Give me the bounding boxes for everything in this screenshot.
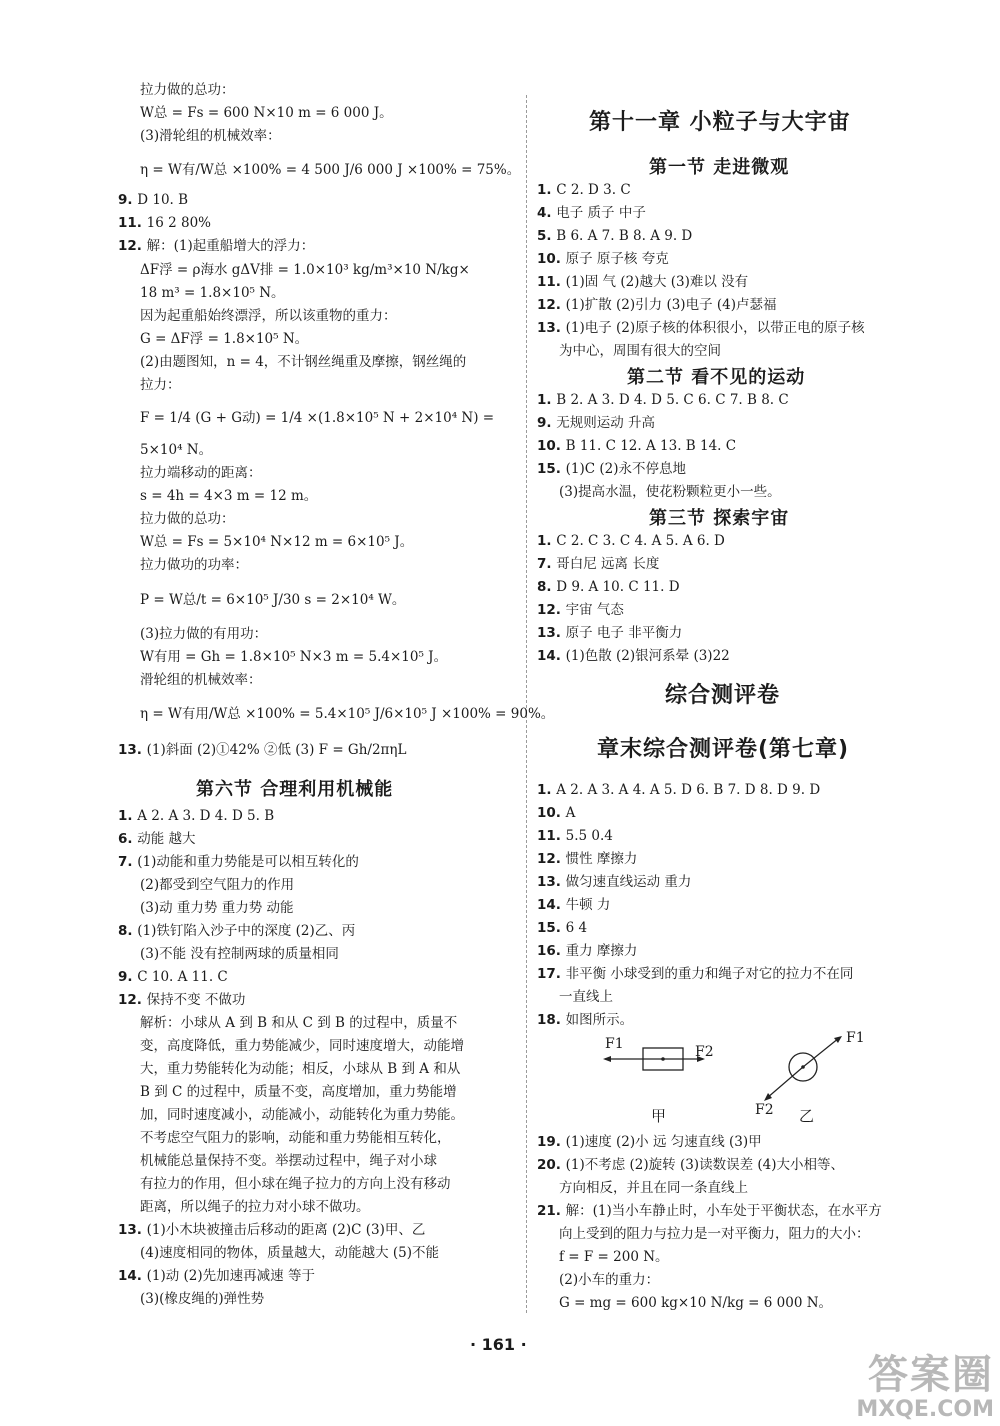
right-line	[537, 646, 730, 666]
item-text: A 2. A 3. A 4. A 5. D 6. B 7. D 8. D 9. D	[556, 782, 821, 798]
item-text: 变，高度降低，重力势能减少，同时速度增大，动能增	[140, 1038, 464, 1054]
item-text: 因为起重船始终漂浮，所以该重物的重力：	[140, 308, 397, 324]
item-number: 10.	[537, 438, 566, 454]
left-line	[140, 1197, 370, 1217]
left-line	[140, 463, 262, 483]
left-line	[118, 213, 211, 233]
right-line	[537, 554, 659, 574]
item-number: 5.	[537, 228, 557, 244]
item-text: (1)电子 (2)原子核的体积很小，以带正电的原子核	[565, 320, 865, 336]
item-number: 11.	[118, 215, 147, 231]
right-line	[559, 1224, 870, 1244]
item-number: 14.	[537, 648, 566, 664]
left-line	[140, 80, 235, 100]
item-text: 不考虑空气阻力的影响，动能和重力势能相互转化，	[140, 1130, 451, 1146]
item-text: (1)动能和重力势能是可以相互转化的	[137, 854, 359, 870]
item-text: B 到 C 的过程中，质量不变，高度增加，重力势能增	[140, 1084, 457, 1100]
chapter-title: 第十一章 小粒子与大宇宙	[589, 110, 851, 135]
item-text: (3)不能 没有控制两球的质量相同	[140, 946, 339, 962]
item-text: (3)提高水温，使花粉颗粒更小一些。	[559, 484, 781, 500]
left-line	[140, 875, 294, 895]
left-line	[140, 1059, 460, 1079]
right-line	[559, 341, 721, 361]
left-line	[140, 486, 317, 506]
left-line	[140, 260, 470, 280]
item-text: 宇宙 气态	[565, 602, 624, 618]
section-title: 第六节 合理利用机械能	[196, 779, 394, 800]
fig-f1-right: F1	[846, 1030, 865, 1046]
right-line	[559, 987, 613, 1007]
item-number: 4.	[537, 205, 557, 221]
item-text: 有拉力的作用，但小球在绳子拉力的方向上没有移动	[140, 1176, 451, 1192]
item-text: (2)由题图知，n = 4，不计钢丝绳重及摩擦，钢丝绳的	[140, 354, 467, 370]
item-number: 8.	[537, 579, 557, 595]
item-text: 保持不变 不做功	[146, 992, 246, 1008]
item-number: 13.	[118, 742, 147, 758]
item-text: f = F = 200 N。	[559, 1249, 669, 1265]
item-text: (2)都受到空气阻力的作用	[140, 877, 295, 893]
left-line	[140, 555, 248, 575]
item-text: (3)动 重力势 重力势 动能	[140, 900, 294, 916]
right-line	[537, 318, 865, 338]
item-number: 12.	[537, 297, 566, 313]
right-line	[537, 459, 686, 479]
item-number: 21.	[537, 1203, 566, 1219]
item-text: 为中心，周围有很大的空间	[559, 343, 721, 359]
item-text: 做匀速直线运动 重力	[565, 874, 692, 890]
fig-label-right: 乙	[799, 1107, 815, 1125]
right-line	[537, 780, 820, 800]
left-line	[118, 1266, 315, 1286]
left-line	[140, 944, 339, 964]
item-text: (4)速度相同的物体，质量越大，动能越大 (5)不能	[140, 1245, 440, 1261]
item-text: W有用 = Gh = 1.8×10⁵ N×3 m = 5.4×10⁵ J。	[140, 649, 448, 665]
left-line	[140, 103, 393, 123]
left-line	[140, 160, 520, 180]
item-text: 机械能总量保持不变。举摆动过程中，绳子对小球	[140, 1153, 437, 1169]
chapter-title: 章末综合测评卷(第七章)	[597, 737, 850, 762]
item-number: 7.	[537, 556, 557, 572]
right-line	[537, 390, 789, 410]
item-text: (1)斜面 (2)①42% ②低 (3) F = Gh/2πηL	[146, 742, 407, 758]
item-number: 17.	[537, 966, 566, 982]
chapter-title: 综合测评卷	[665, 683, 781, 708]
item-text: W总 = Fs = 5×10⁴ N×12 m = 6×10⁵ J。	[140, 534, 414, 550]
fig-label-left: 甲	[651, 1107, 667, 1125]
right-line	[537, 249, 669, 269]
item-number: 1.	[118, 808, 138, 824]
item-text: G = mg = 600 kg×10 N/kg = 6 000 N。	[559, 1295, 833, 1311]
item-text: C 10. A 11. C	[137, 969, 228, 985]
left-line	[118, 921, 355, 941]
right-line	[559, 1293, 832, 1313]
item-text: 方向相反，并且在同一条直线上	[559, 1180, 748, 1196]
right-line	[537, 436, 736, 456]
right-line	[537, 531, 725, 551]
right-line	[537, 272, 748, 292]
left-line	[118, 1220, 425, 1240]
item-number: 1.	[537, 533, 557, 549]
item-text: 滑轮组的机械效率：	[140, 672, 262, 688]
item-text: 拉力做的总功：	[140, 511, 235, 527]
right-line	[537, 600, 624, 620]
item-text: 惯性 摩擦力	[565, 851, 638, 867]
item-text: (3)(橡皮绳的)弹性势	[140, 1291, 265, 1307]
left-line	[140, 509, 235, 529]
item-number: 9.	[537, 415, 557, 431]
left-line	[118, 990, 245, 1010]
section-title: 第三节 探索宇宙	[649, 508, 790, 529]
item-number: 15.	[537, 920, 566, 936]
item-number: 15.	[537, 461, 566, 477]
item-text: (1)扩散 (2)引力 (3)电子 (4)卢瑟福	[565, 297, 777, 313]
right-line	[537, 872, 691, 892]
item-number: 12.	[118, 238, 147, 254]
item-text: 5×10⁴ N。	[140, 442, 213, 458]
right-line	[537, 918, 587, 938]
item-text: (3)滑轮组的机械效率：	[140, 128, 281, 144]
item-number: 14.	[537, 897, 566, 913]
item-text: 解：(1)起重船增大的浮力：	[146, 238, 315, 254]
right-line	[537, 295, 777, 315]
item-text: (1)铁钉陷入沙子中的深度 (2)乙、丙	[137, 923, 356, 939]
item-number: 6.	[118, 831, 138, 847]
left-line	[140, 1036, 464, 1056]
left-line	[140, 704, 554, 724]
right-line	[537, 1132, 762, 1152]
item-text: 16 2 80%	[146, 215, 211, 231]
item-number: 13.	[537, 625, 566, 641]
item-text: 6 4	[565, 920, 588, 936]
item-text: A	[565, 805, 576, 821]
item-text: 拉力端移动的距离：	[140, 465, 262, 481]
right-line	[537, 895, 610, 915]
item-number: 12.	[537, 602, 566, 618]
item-text: η = W有用/W总 ×100% = 5.4×10⁵ J/6×10⁵ J ×100% = 90%。	[140, 706, 555, 722]
item-text: 动能 越大	[137, 831, 196, 847]
right-line	[537, 1010, 633, 1030]
item-number: 7.	[118, 854, 138, 870]
item-text: A 2. A 3. D 4. D 5. B	[137, 808, 275, 824]
right-line	[537, 964, 853, 984]
item-number: 14.	[118, 1268, 147, 1284]
item-text: 原子 电子 非平衡力	[565, 625, 683, 641]
left-line	[140, 670, 262, 690]
right-line	[537, 1155, 844, 1175]
left-line	[140, 1128, 451, 1148]
left-line	[140, 1013, 457, 1033]
item-text: 5.5 0.4	[565, 828, 613, 844]
item-text: (1)色散 (2)银河系晕 (3)22	[565, 648, 730, 664]
item-number: 12.	[118, 992, 147, 1008]
section-title: 第一节 走进微观	[649, 157, 790, 178]
item-text: D 10. B	[137, 192, 189, 208]
item-text: 原子 原子核 夸克	[565, 251, 669, 267]
item-text: (1)速度 (2)小 远 匀速直线 (3)甲	[565, 1134, 762, 1150]
right-line	[537, 577, 680, 597]
right-line	[537, 413, 655, 433]
item-text: (3)拉力做的有用功：	[140, 626, 268, 642]
left-line	[140, 624, 267, 644]
fig-f2-left: F2	[695, 1044, 714, 1060]
item-text: (1)动 (2)先加速再减速 等于	[146, 1268, 315, 1284]
item-text: C 2. D 3. C	[556, 182, 631, 198]
left-line	[140, 647, 447, 667]
left-line	[140, 590, 405, 610]
item-text: 解析：小球从 A 到 B 和从 C 到 B 的过程中，质量不	[140, 1015, 458, 1031]
left-line	[140, 1174, 451, 1194]
item-text: 哥白尼 远离 长度	[556, 556, 660, 572]
item-number: 9.	[118, 192, 138, 208]
force-diagram	[603, 1030, 893, 1125]
item-number: 9.	[118, 969, 138, 985]
item-text: (1)C (2)永不停息地	[565, 461, 686, 477]
item-number: 19.	[537, 1134, 566, 1150]
item-number: 16.	[537, 943, 566, 959]
item-text: 解：(1)当小车静止时，小车处于平衡状态，在水平方	[565, 1203, 882, 1219]
right-line	[537, 826, 613, 846]
fig-f2-right: F2	[755, 1102, 774, 1118]
left-line	[140, 1151, 437, 1171]
left-line	[118, 829, 196, 849]
item-number: 13.	[118, 1222, 147, 1238]
item-text: D 9. A 10. C 11. D	[556, 579, 680, 595]
item-text: G = ΔF浮 = 1.8×10⁵ N。	[140, 331, 309, 347]
section-title: 第二节 看不见的运动	[627, 367, 806, 388]
item-text: 加，同时速度减小，动能减小，动能转化为重力势能。	[140, 1107, 464, 1123]
left-line	[140, 1105, 464, 1125]
left-line	[118, 236, 314, 256]
left-line	[140, 306, 397, 326]
item-number: 11.	[537, 274, 566, 290]
item-text: 向上受到的阻力与拉力是一对平衡力，阻力的大小：	[559, 1226, 870, 1242]
item-text: (1)小木块被撞击后移动的距离 (2)C (3)甲、乙	[146, 1222, 426, 1238]
right-line	[537, 1201, 882, 1221]
right-line	[559, 1247, 669, 1267]
item-text: 拉力：	[140, 377, 181, 393]
left-line	[118, 740, 406, 760]
watermark-logo: 答案圈	[868, 1352, 994, 1398]
left-line	[140, 1082, 457, 1102]
item-number: 13.	[537, 320, 566, 336]
item-text: η = W有/W总 ×100% = 4 500 J/6 000 J ×100% = 75%。	[140, 162, 521, 178]
item-text: B 6. A 7. B 8. A 9. D	[556, 228, 693, 244]
left-line	[140, 1243, 439, 1263]
item-text: P = W总/t = 6×10⁵ J/30 s = 2×10⁴ W。	[140, 592, 406, 608]
item-text: 18 m³ = 1.8×10⁵ N。	[140, 285, 285, 301]
right-line	[537, 941, 637, 961]
item-number: 10.	[537, 251, 566, 267]
item-text: ΔF浮 = ρ海水 gΔV排 = 1.0×10³ kg/m³×10 N/kg×	[140, 262, 470, 278]
item-number: 1.	[537, 392, 557, 408]
item-text: (2)小车的重力：	[559, 1272, 660, 1288]
left-line	[140, 283, 285, 303]
page-number: · 161 ·	[470, 1335, 527, 1354]
item-text: 如图所示。	[565, 1012, 634, 1028]
left-line	[140, 440, 212, 460]
right-line	[537, 623, 682, 643]
left-line	[118, 852, 359, 872]
item-number: 11.	[537, 828, 566, 844]
item-text: 拉力做的总功：	[140, 82, 235, 98]
left-line	[140, 532, 413, 552]
right-line	[559, 1270, 659, 1290]
right-line	[537, 226, 692, 246]
left-line	[140, 898, 294, 918]
item-text: C 2. C 3. C 4. A 5. A 6. D	[556, 533, 725, 549]
left-line	[118, 967, 228, 987]
item-text: s = 4h = 4×3 m = 12 m。	[140, 488, 318, 504]
item-text: 重力 摩擦力	[565, 943, 638, 959]
item-text: 大，重力势能转化为动能；相反，小球从 B 到 A 和从	[140, 1061, 461, 1077]
item-text: 拉力做功的功率：	[140, 557, 248, 573]
item-number: 8.	[118, 923, 138, 939]
item-number: 18.	[537, 1012, 566, 1028]
right-line	[537, 803, 575, 823]
watermark	[856, 1353, 994, 1422]
left-line	[118, 190, 188, 210]
item-number: 20.	[537, 1157, 566, 1173]
item-text: F = 1/4 (G + G动) = 1/4 ×(1.8×10⁵ N + 2×10⁴ N) =	[140, 410, 495, 426]
right-line	[559, 1178, 748, 1198]
left-line	[140, 375, 181, 395]
left-line	[140, 408, 494, 428]
item-number: 12.	[537, 851, 566, 867]
item-text: B 2. A 3. D 4. D 5. C 6. C 7. B 8. C	[556, 392, 789, 408]
item-number: 13.	[537, 874, 566, 890]
right-line	[559, 482, 781, 502]
left-line	[140, 352, 466, 372]
left-line	[140, 329, 308, 349]
item-text: 电子 质子 中子	[556, 205, 646, 221]
right-line	[537, 849, 637, 869]
watermark-url: MXQE.COM	[856, 1397, 994, 1422]
item-text: 无规则运动 升高	[556, 415, 656, 431]
right-line	[537, 203, 646, 223]
item-text: B 11. C 12. A 13. B 14. C	[565, 438, 737, 454]
right-line	[537, 180, 631, 200]
fig-f1-left: F1	[605, 1036, 624, 1052]
left-line	[140, 1289, 264, 1309]
item-text: W总 = Fs = 600 N×10 m = 6 000 J。	[140, 105, 393, 121]
item-text: 非平衡 小球受到的重力和绳子对它的拉力不在同	[565, 966, 854, 982]
left-line	[140, 126, 281, 146]
item-number: 1.	[537, 182, 557, 198]
item-text: 牛顿 力	[565, 897, 611, 913]
item-text: 一直线上	[559, 989, 613, 1005]
item-text: (1)固 气 (2)越大 (3)难以 没有	[565, 274, 749, 290]
item-text: 距离，所以绳子的拉力对小球不做功。	[140, 1199, 370, 1215]
item-text: (1)不考虑 (2)旋转 (3)读数误差 (4)大小相等、	[565, 1157, 844, 1173]
item-number: 10.	[537, 805, 566, 821]
item-number: 1.	[537, 782, 557, 798]
left-line	[118, 806, 274, 826]
